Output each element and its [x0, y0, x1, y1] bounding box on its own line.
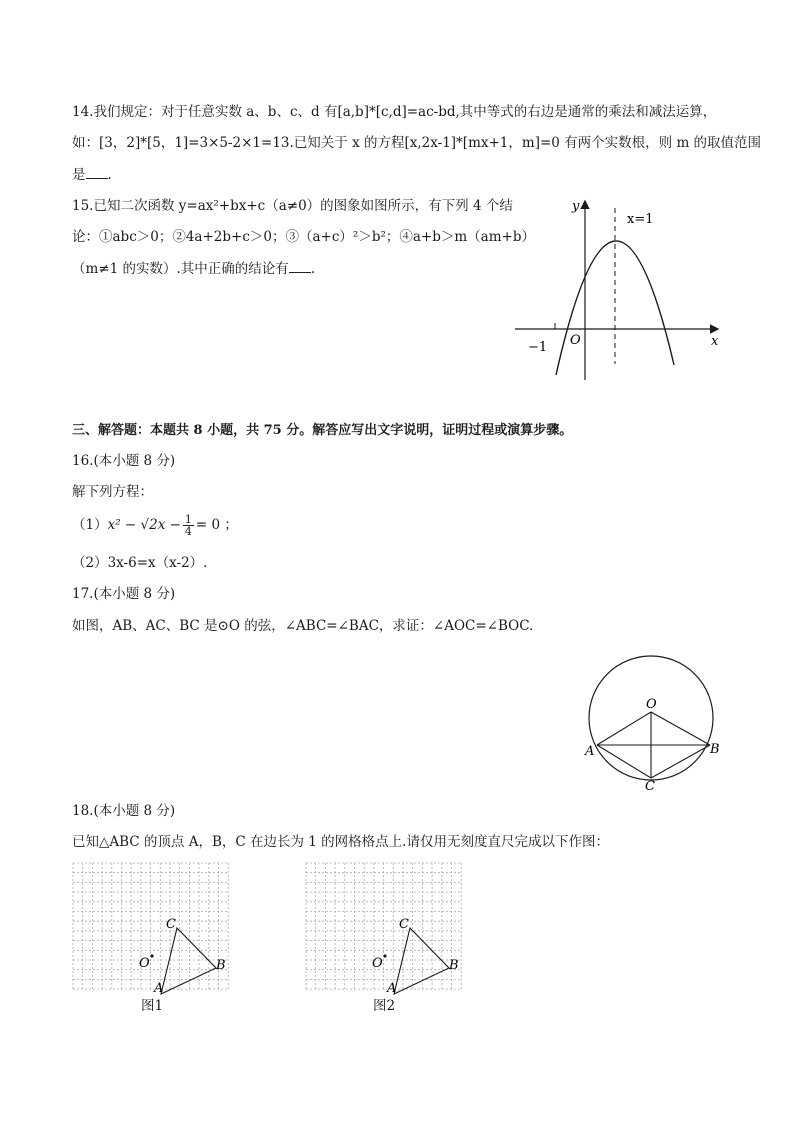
q15-parabola-graph — [510, 192, 730, 384]
q17-segment-oa — [597, 712, 651, 745]
q18-fig2-label-o: O — [372, 956, 383, 971]
q15-origin-label: O — [570, 333, 581, 348]
q16-title: 16.(本小题 8 分) — [72, 453, 176, 469]
q18-fig1-caption: 图1 — [141, 998, 164, 1014]
q15-x-label: x — [711, 334, 719, 349]
q18-grid-1 — [73, 863, 228, 989]
q16-frac-num: 1 — [184, 513, 192, 526]
q18-fig2-label-b: B — [449, 958, 459, 973]
q15-axis-label: x=1 — [627, 212, 654, 227]
q16-item1-equation: x² − √2x − — [107, 517, 181, 533]
q18-fig1-label-b: B — [216, 958, 226, 973]
q18-fig2-label-c: C — [399, 917, 409, 932]
q18-text: 已知△ABC 的顶点 A，B，C 在边长为 1 的网格格点上.请仅用无刻度直尺完成以下作图： — [72, 834, 609, 850]
q16-item1-prefix: （1） — [72, 517, 108, 533]
q15-answer-blank — [289, 258, 311, 273]
q14-line2: 如：[3，2]*[5，1]=3×5-2×1=13.已知关于 x 的方程[x,2x-1]*[mx+1，m]=0 有两个实数根，则 m 的取值范围 — [72, 135, 762, 151]
q17-segment-ac — [597, 745, 651, 778]
q18-fig2-caption: 图2 — [373, 998, 396, 1014]
q18-grid-2 — [306, 863, 461, 989]
q17-circle-figure — [580, 650, 730, 795]
q15-line1: 15.已知二次函数 y=ax²+bx+c（a≠0）的图象如图所示，有下列 4 个结 — [72, 198, 513, 214]
q17-title: 17.(本小题 8 分) — [72, 586, 176, 602]
q17-label-b: B — [710, 742, 720, 757]
q18-point-o-1 — [150, 954, 153, 957]
q18-grid-figure-2 — [305, 862, 465, 997]
q14-line3-text: 是 — [72, 167, 86, 183]
q16-item1-fraction — [183, 514, 194, 537]
q18-fig1-label-o: O — [139, 956, 150, 971]
q16-item1 — [72, 514, 238, 537]
q14-line3: 是 . — [72, 164, 112, 185]
section3-heading: 三、解答题：本题共 8 小题，共 75 分。解答应写出文字说明，证明过程或演算步骤。 — [72, 423, 573, 438]
q15-y-label: y — [572, 199, 580, 214]
q17-segment-ob — [651, 712, 710, 745]
q16-item1-suffix: = 0 ； — [195, 517, 238, 533]
q16-intro: 解下列方程： — [72, 484, 153, 500]
q15-line3: （m≠1 的实数）.其中正确的结论有 . — [72, 258, 315, 279]
q18-fig2-label-a: A — [387, 981, 397, 996]
q18-triangle-2 — [394, 928, 449, 994]
q15-neg-one-label: −1 — [528, 340, 548, 355]
q14-line1: 14.我们规定：对于任意实数 a、b、c、d 有[a,b]*[c,d]=ac-bd,其中等式的右边是通常的乘法和减法运算， — [72, 104, 717, 120]
q18-fig1-label-c: C — [166, 917, 176, 932]
q15-line3-text: （m≠1 的实数）.其中正确的结论有 — [72, 261, 289, 277]
q14-answer-blank — [86, 164, 108, 179]
q16-frac-den: 4 — [184, 525, 192, 538]
q17-text: 如图，AB、AC、BC 是⊙O 的弦，∠ABC=∠BAC，求证：∠AOC=∠BOC. — [72, 618, 534, 634]
q16-item2: （2）3x-6=x（x-2）. — [72, 555, 208, 571]
q18-grid-figure-1 — [72, 862, 232, 997]
q18-fig1-label-a: A — [154, 981, 164, 996]
q15-line2: 论：①abc＞0；②4a+2b+c＞0；③（a+c）²＞b²；④a+b＞m（am+b） — [72, 229, 535, 245]
q17-label-a: A — [585, 744, 595, 759]
q17-label-c: C — [645, 779, 655, 794]
q17-label-o: O — [646, 697, 657, 712]
q18-title: 18.(本小题 8 分) — [72, 803, 176, 819]
q18-point-o-2 — [383, 954, 386, 957]
q18-triangle-1 — [161, 928, 216, 994]
